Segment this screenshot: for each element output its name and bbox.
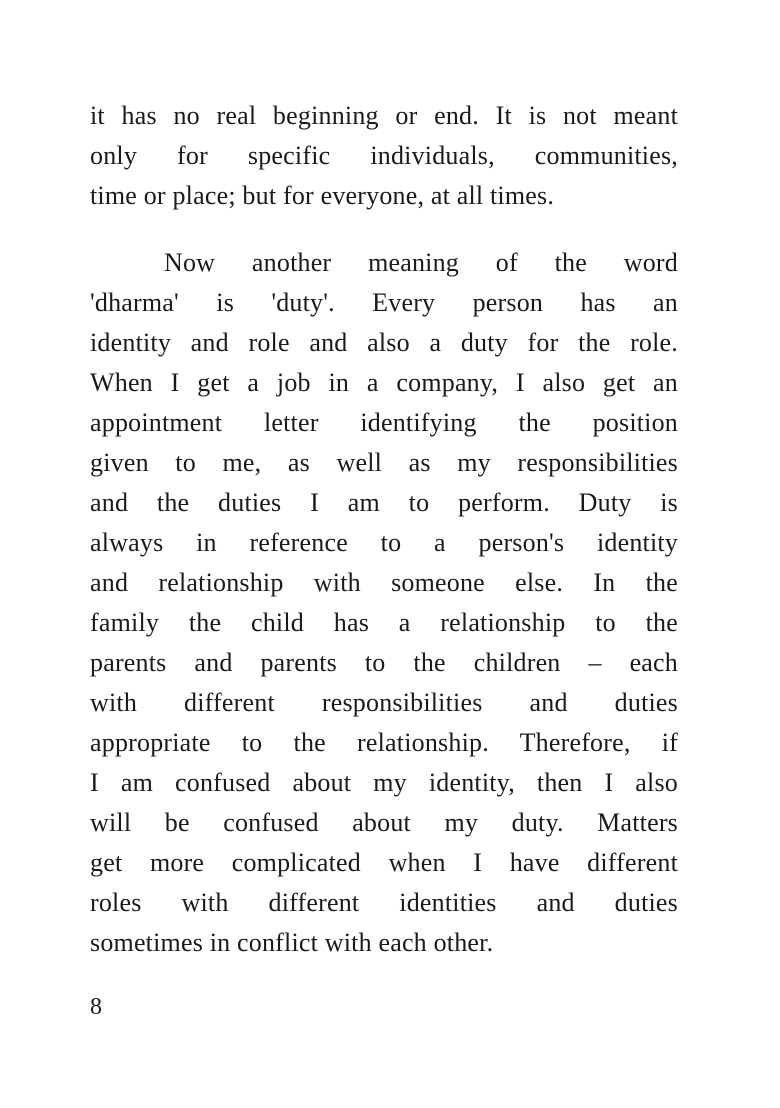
- text-line: parents and parents to the children – each: [90, 648, 678, 677]
- text-line: sometimes in conflict with each other.: [90, 928, 494, 957]
- text-line: given to me, as well as my responsibilities: [90, 448, 678, 477]
- text-line: appropriate to the relationship. Therefore, if: [90, 728, 678, 757]
- text-line: and the duties I am to perform. Duty is: [90, 488, 678, 517]
- text-line: with different responsibilities and duties: [90, 688, 678, 717]
- paragraph: [90, 96, 678, 216]
- text-line: always in reference to a person's identity: [90, 528, 678, 557]
- body-text: [90, 96, 678, 963]
- text-line: roles with different identities and duties: [90, 888, 678, 917]
- paragraph: [90, 243, 678, 963]
- text-line: family the child has a relationship to the: [90, 608, 678, 637]
- text-line: it has no real beginning or end. It is not meant: [90, 101, 678, 130]
- text-line: 'dharma' is 'duty'. Every person has an: [90, 288, 678, 317]
- text-line: I am confused about my identity, then I also: [90, 768, 678, 797]
- page-number: 8: [90, 994, 102, 1020]
- text-line: only for specific individuals, communities,: [90, 141, 678, 170]
- text-line: identity and role and also a duty for the role.: [90, 328, 678, 357]
- text-line: time or place; but for everyone, at all times.: [90, 181, 555, 210]
- text-line: appointment letter identifying the position: [90, 408, 678, 437]
- text-line: When I get a job in a company, I also get an: [90, 368, 678, 397]
- text-line: Now another meaning of the word: [164, 248, 678, 277]
- text-line: get more complicated when I have different: [90, 848, 678, 877]
- text-line: will be confused about my duty. Matters: [90, 808, 678, 837]
- text-line: and relationship with someone else. In the: [90, 568, 678, 597]
